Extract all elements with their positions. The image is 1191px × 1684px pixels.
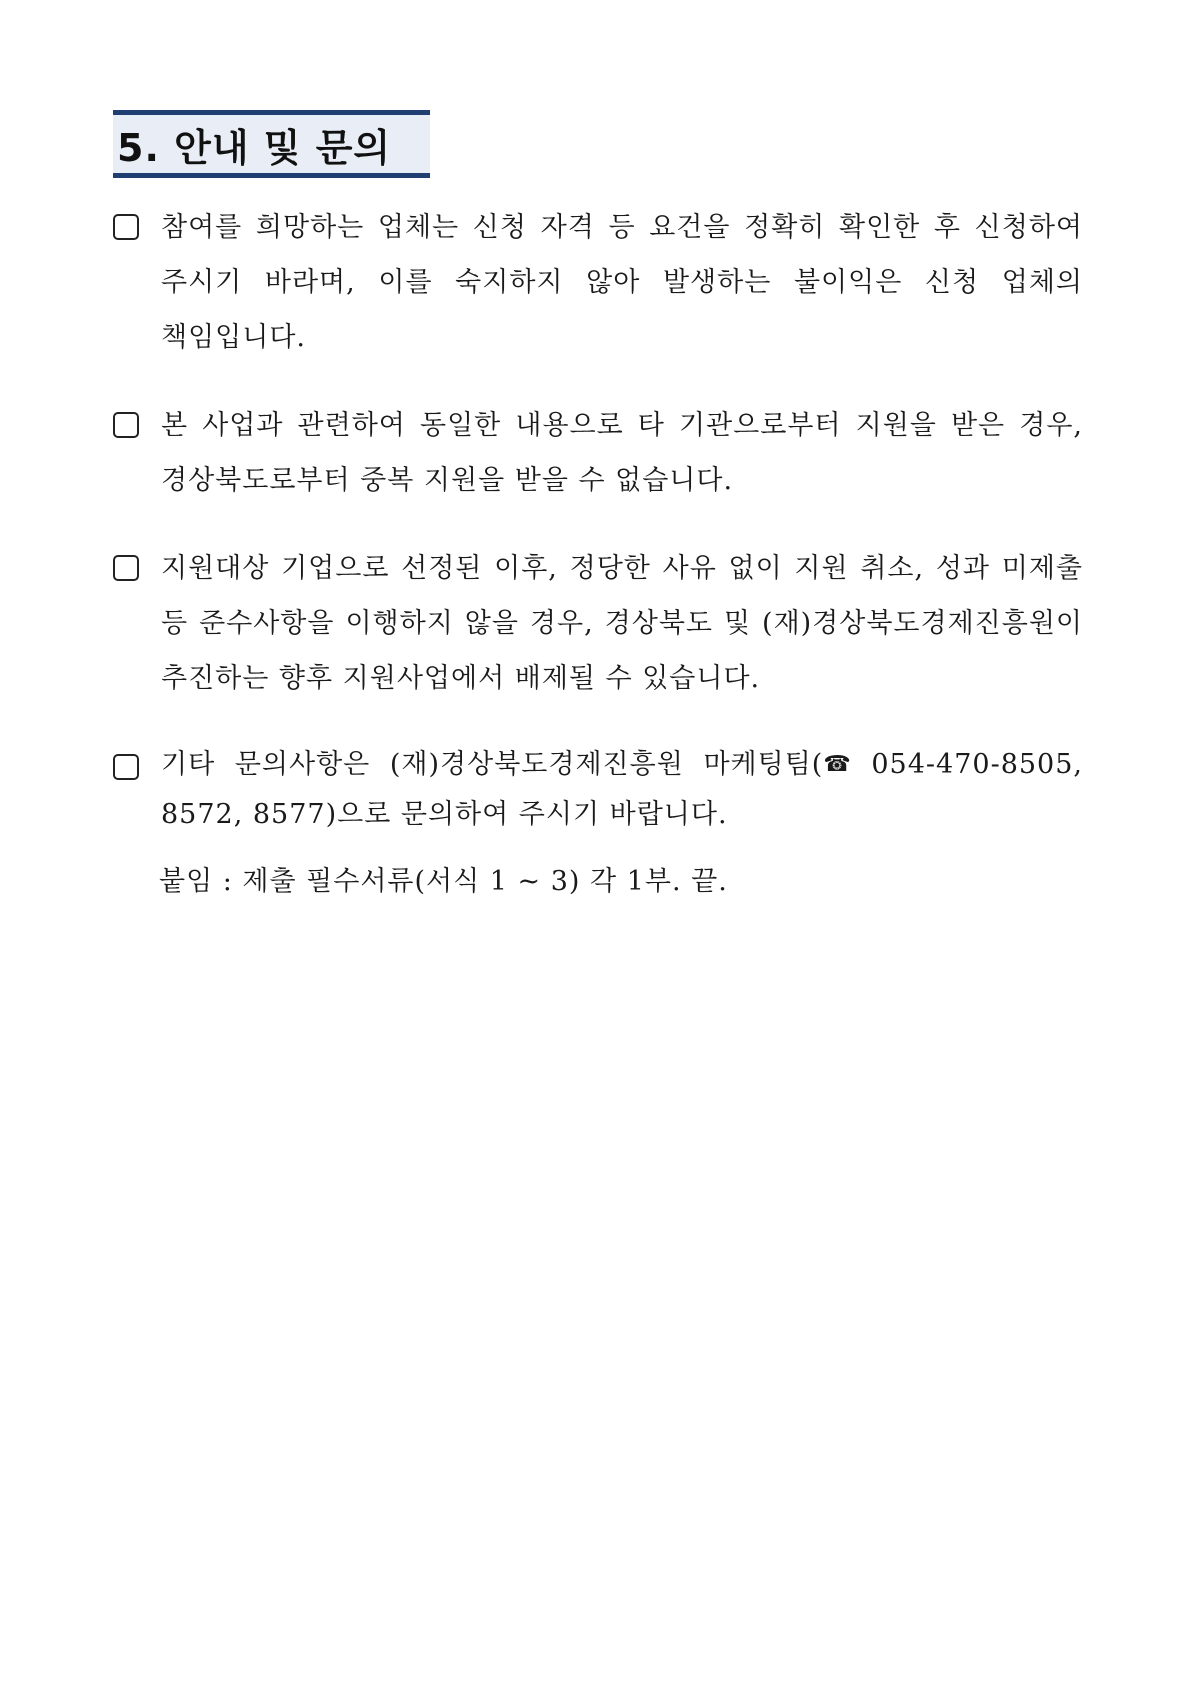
attachment-note: 붙임 : 제출 필수서류(서식 1 ~ 3) 각 1부. 끝. — [159, 866, 728, 897]
contact-text-start: 기타 문의사항은 (재)경상북도경제진흥원 마케팅팀( — [161, 749, 824, 780]
checkbox-square-icon — [113, 754, 139, 780]
section-heading — [113, 110, 430, 178]
telephone-icon: ☎ — [823, 752, 852, 777]
checkbox-square-icon — [113, 412, 139, 438]
notice-item-4 — [113, 740, 1083, 840]
section-title: 5. 안내 및 문의 — [117, 125, 392, 170]
notice-item-3 — [113, 541, 1083, 706]
notice-item-1 — [113, 200, 1083, 365]
notice-text: 지원대상 기업으로 선정된 이후, 정당한 사유 없이 지원 취소, 성과 미제출 등 준수사항을 이행하지 않을 경우, 경상북도 및 (재)경상북도경제진흥원이 추진하는 향후 지원사업에서 배제될 수 있습니다. — [161, 553, 1083, 694]
checkbox-square-icon — [113, 214, 139, 240]
notice-text: 본 사업과 관련하여 동일한 내용으로 타 기관으로부터 지원을 받은 경우, 경상북도로부터 중복 지원을 받을 수 없습니다. — [161, 410, 1083, 496]
checkbox-square-icon — [113, 555, 139, 581]
notice-item-2 — [113, 398, 1083, 508]
notice-text — [161, 740, 1083, 840]
notice-text: 참여를 희망하는 업체는 신청 자격 등 요건을 정확히 확인한 후 신청하여 주시기 바라며, 이를 숙지하지 않아 발생하는 불이익은 신청 업체의 책임입니다. — [161, 212, 1083, 353]
contact-text-end: 054-470-8505, 8572, 8577)으로 문의하여 주시기 바랍니다. — [161, 749, 1083, 830]
